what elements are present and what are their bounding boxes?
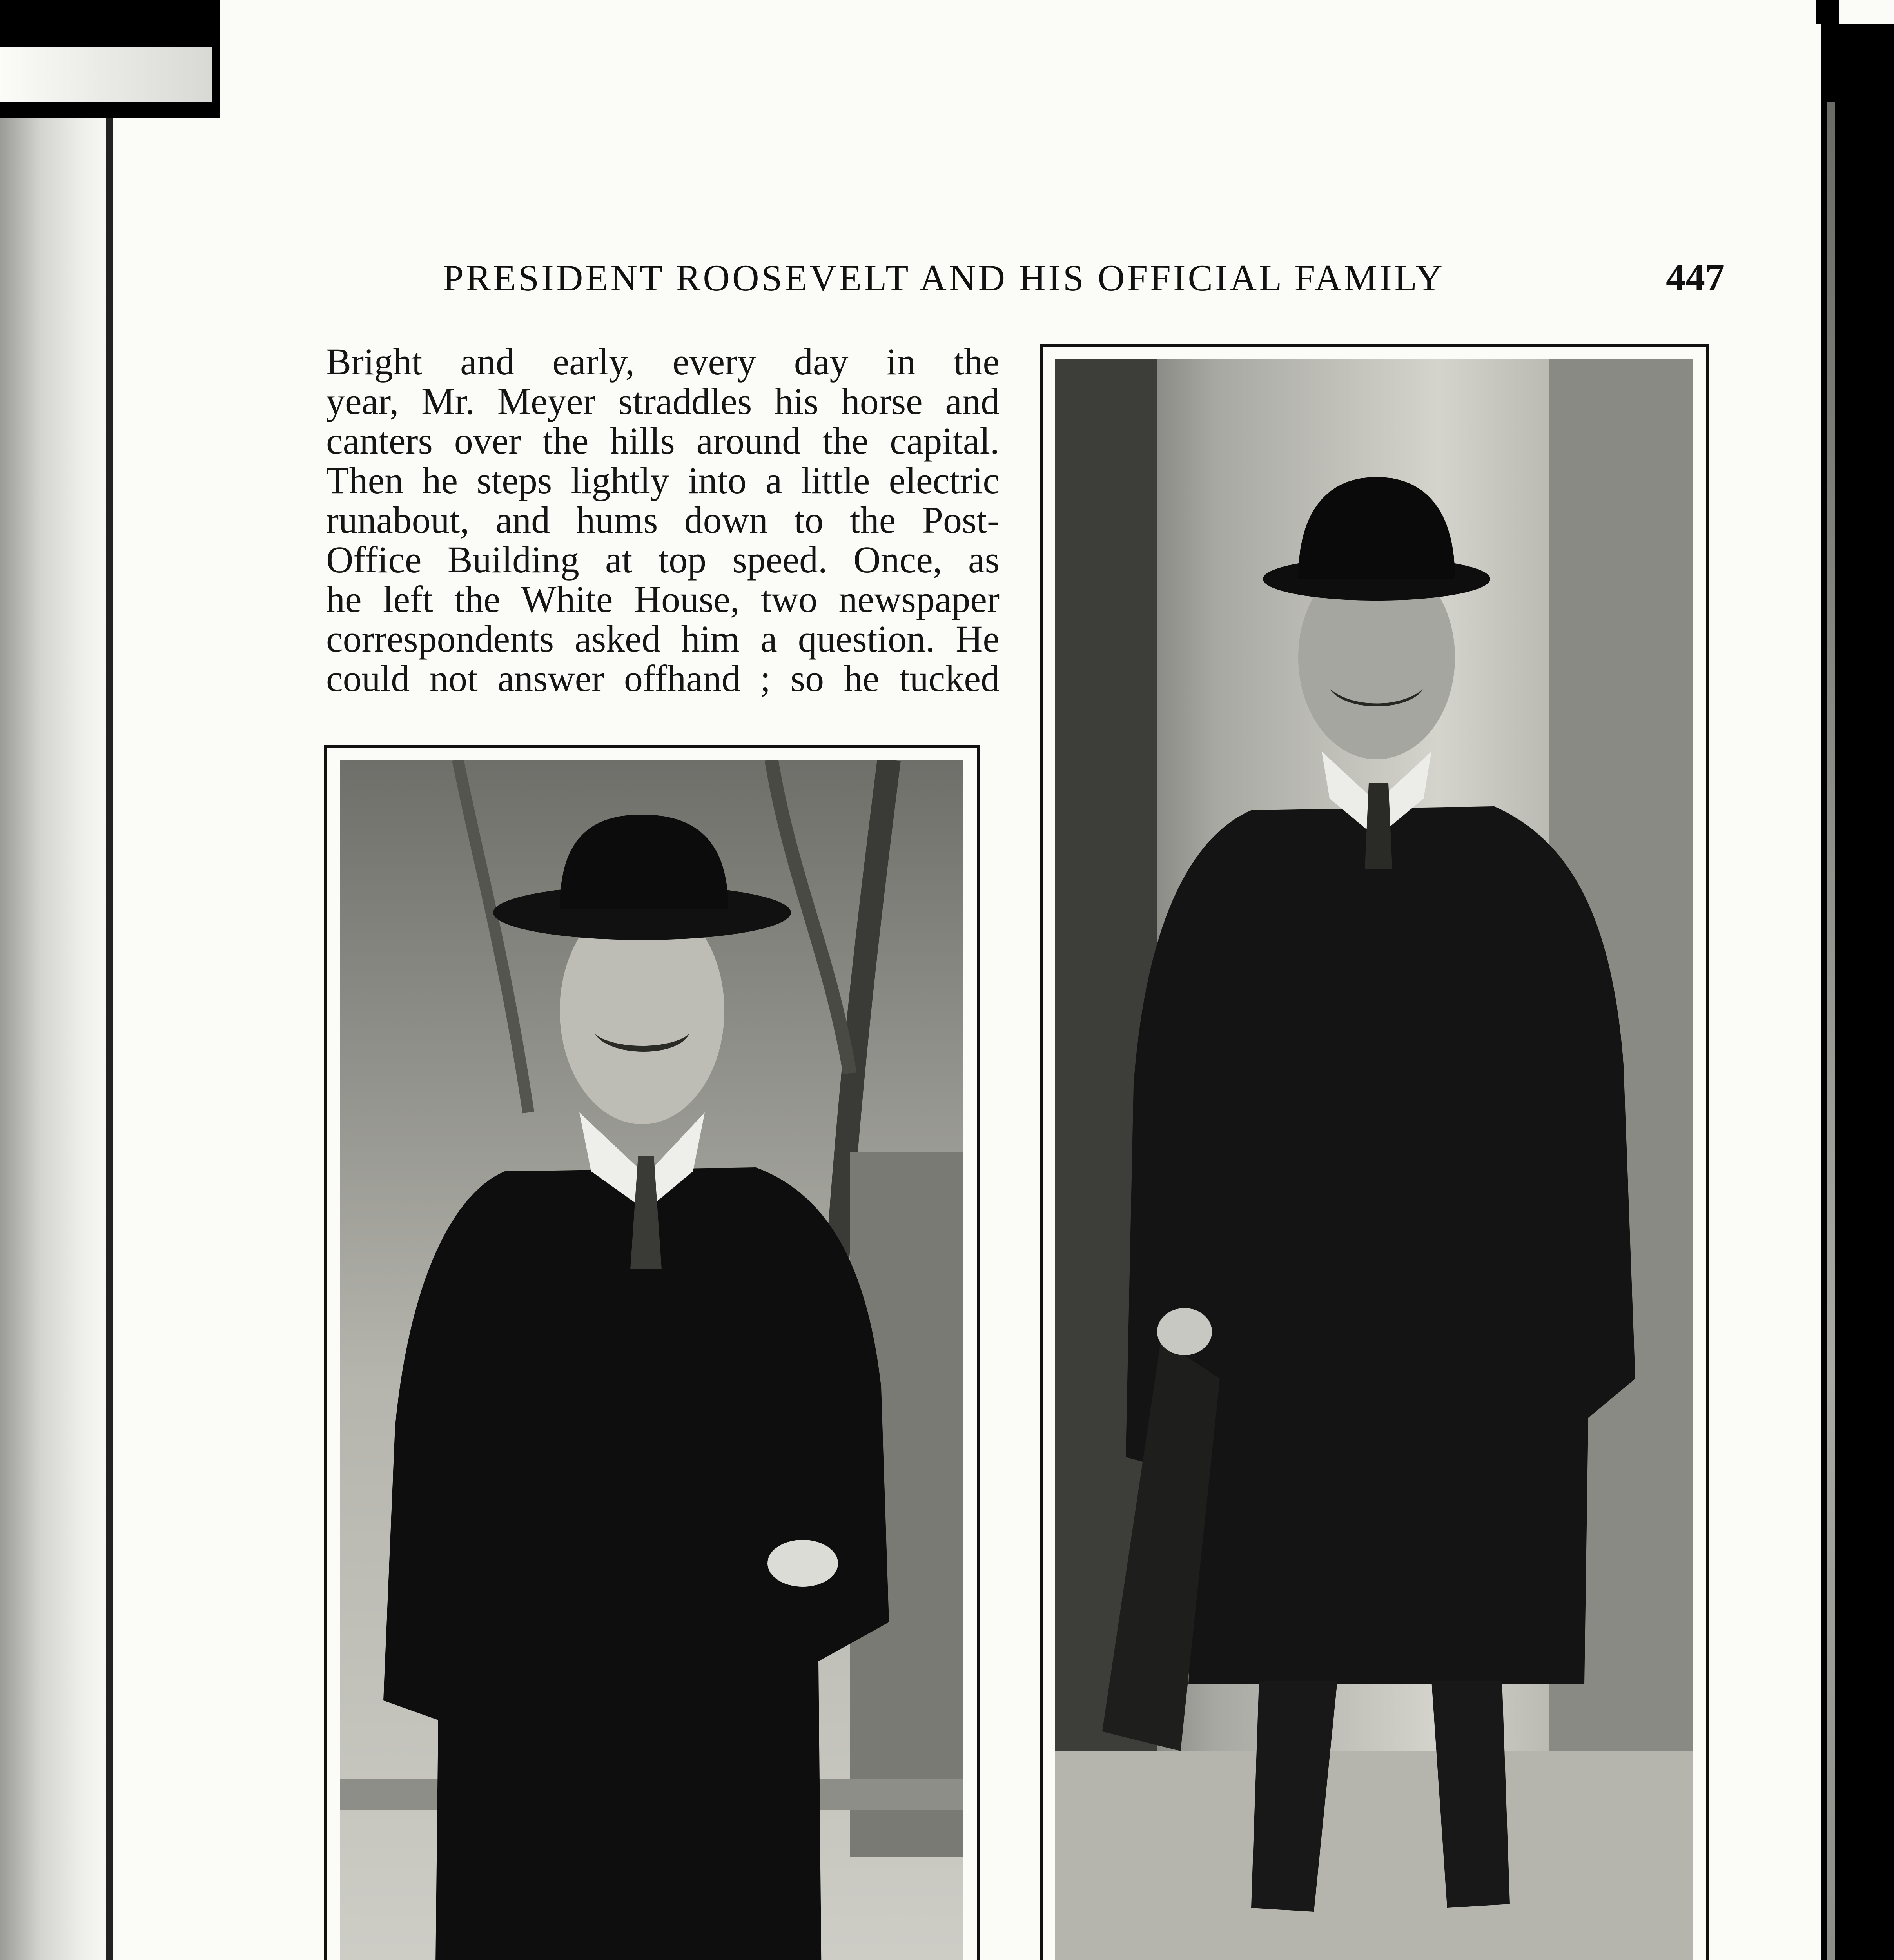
meyer-photograph [1055,359,1693,1960]
running-title: PRESIDENT ROOSEVELT AND HIS OFFICIAL FAMILY [443,257,1445,299]
text-line: could not answer offhand ; so he tucked [326,657,1000,699]
text-line: Then he steps lightly into a little electric [326,459,1000,501]
gutter-line [106,110,113,1960]
top-right-corner [1808,0,1894,24]
page-number: 447 [1666,256,1725,299]
left-column-text [326,342,1000,698]
page-edge-strip [1827,102,1835,1960]
running-header [443,255,1725,306]
garfield-photograph [340,760,963,1960]
text-line: year, Mr. Meyer straddles his horse and [326,380,1000,422]
book-gutter [0,98,118,1960]
text-line: correspondents asked him a question. He [326,618,1000,660]
previous-page-edge [0,0,220,118]
text-line: runabout, and hums down to the Post- [326,499,1000,541]
text-line: he left the White House, two newspaper [326,578,1000,620]
text-line: canters over the hills around the capital. [326,420,1000,462]
text-line: Office Building at top speed. Once, as [326,539,1000,581]
text-line: Bright and early, every day in the [326,341,1000,383]
